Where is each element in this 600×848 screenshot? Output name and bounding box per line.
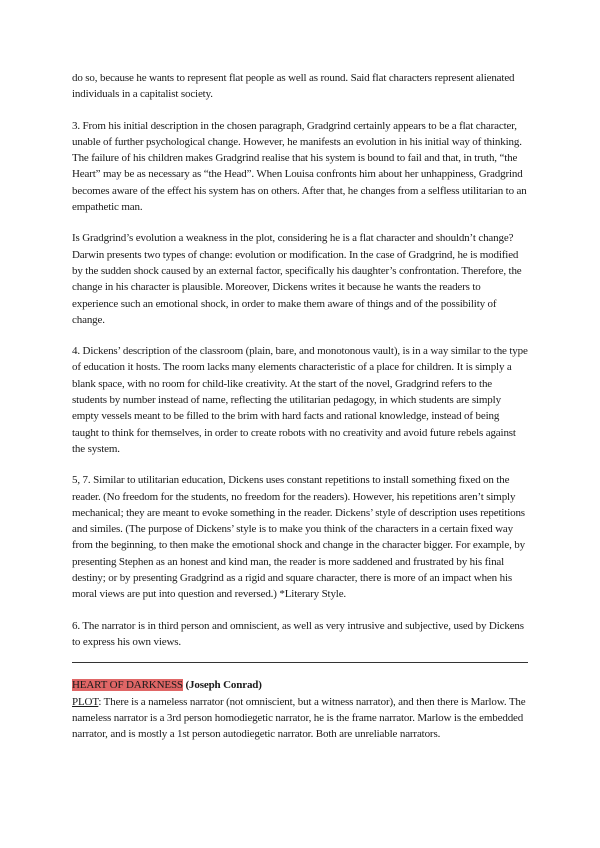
section-author: (Joseph Conrad) [185,679,262,692]
section-divider [72,662,528,663]
paragraph-point-6: 6. The narrator is in third person and omniscient, as well as very intrusive and subjective, used by Dickens to express his own views. [72,619,524,648]
document-page [72,70,528,742]
plot-text: : There is a nameless narrator (not omniscient, but a witness narrator), and then there is Marlow. The nameless narrator is a 3rd person homodiegetic narrator, he is the frame narrator. Marlow is the embedded narrator, and is mostly a 1st person autodiegetic narrator. Both are unreliable narrators. [72,695,526,741]
section-title: HEART OF DARKNESS [72,679,183,692]
paragraph-gradgrind-evolution: Is Gradgrind’s evolution a weakness in the plot, considering he is a flat character and shouldn’t change? Darwin presents two types of change: evolution or modification. In the case of Gradgrind, he is modified by the sudden shock caused by an external factor, specifically his daughter’s confrontation. Therefore, the change in his character is plausible. Moreover, Dickens writes it because he wants the readers to experience such an emotional shock, in order to make them aware of things and of the possibility of change. [72,232,522,326]
paragraph-point-4: 4. Dickens’ description of the classroom (plain, bare, and monotonous vault), is in a way similar to the type of education it hosts. The room lacks many elements characteristic of a place for children. It is simply a blank space, with no room for child-like creativity. At the start of the novel, Gradgrind refers to the students by number instead of name, reflecting the utilitarian pedagogy, in which students are simply empty vessels meant to be filled to the brim with hard facts and rational knowledge, instead of being taught to think for themselves, in order to create robots with no creativity and avoid future rebels against the system. [72,345,528,455]
paragraph-point-3: 3. From his initial description in the chosen paragraph, Gradgrind certainly appears to be a flat character, unable of further psychological change. However, he manifests an evolution in his initial way of thinking. The failure of his children makes Gradgrind realise that his system is bound to fail and that, in truth, “the Heart” may be as necessary as “the Head”. When Louisa confronts him about her unhappiness, Gradgrind becomes aware of the effect his system has on others. After that, he changes from a selfless utilitarian to an empathetic man. [72,119,527,214]
plot-paragraph [72,694,528,743]
plot-label: PLOT [72,695,99,708]
paragraph-flat-characters: do so, because he wants to represent flat people as well as round. Said flat characters represent alienated individuals in a capitalist society. [72,72,515,101]
paragraph-point-5-7: 5, 7. Similar to utilitarian education, Dickens uses constant repetitions to install something fixed on the reader. (No freedom for the students, no freedom for the readers). However, his repetitions aren’t simply mechanical; they are meant to evoke something in the reader. Dickens’ style of description uses repetitions and similes. (The purpose of Dickens’ style is to make you think of the characters in a certain fixed way from the beginning, to then make the emotional shock and change in the character bigger. For example, by presenting Stephen as an honest and kind man, the reader is more saddened and frustrated by his final destiny; or by presenting Gradgrind as a rigid and square character, there is more of an impact when his moral views are put into question and reversed.) *Literary Style. [72,474,525,601]
section-heading [72,677,528,693]
